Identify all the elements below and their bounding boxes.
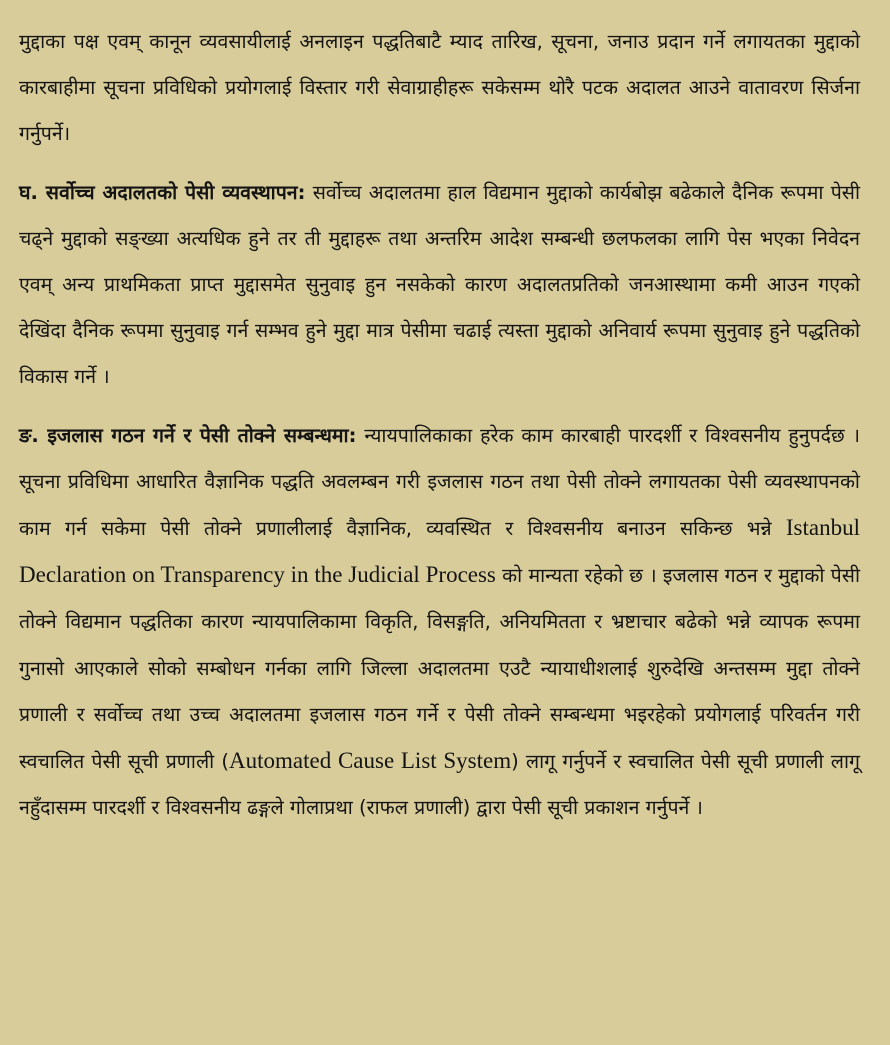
section-heading-gha: घ. सर्वोच्च अदालतको पेसी व्यवस्थापन: <box>19 180 306 204</box>
automated-cause-list-term: Automated Cause List System <box>229 748 512 774</box>
paragraph-bench-text-2: को मान्यता रहेको छ । इजलास गठन र मुद्दाको पेसी तोक्ने विद्यमान पद्धतिका कारण न्यायपालिकामा विकृति, विसङ्गति, अनियमितता र भ्रष्टाचार बढेको भन्ने व्यापक रूपमा गुनासो आएकाले सोको सम्बोधन गर्नका लागि जिल्ला अदालतमा एउटै न्यायाधीशलाई शुरुदेखि अन्तसम्म मुद्दा तोक्ने प्रणाली र सर्वोच्च तथा उच्च अदालतमा इजलास गठन गर्ने र पेसी तोक्ने सम्बन्धमा भइरहेको प्रयोगलाई परिवर्तन गरी स्वचालित पेसी सूची प्रणाली ( <box>19 564 860 774</box>
paragraph-supreme-court-text: सर्वोच्च अदालतमा हाल विद्यमान मुद्दाको कार्यबोझ बढेकाले दैनिक रूपमा पेसी चढ्ने मुद्दाको सङ्ख्या अत्यधिक हुने तर ती मुद्दाहरू तथा अन्तरिम आदेश सम्बन्धी छलफलका लागि पेस भएका निवेदन एवम् अन्य प्राथमिकता प्राप्त मुद्दासमेत सुनुवाइ हुन नसकेको कारण अदालतप्रतिको जनआस्थामा कमी आउन गएको देखिंदा दैनिक रूपमा सुनुवाइ गर्न सम्भव हुने मुद्दा मात्र पेसीमा चढाई त्यस्ता मुद्दाको अनिवार्य रूपमा सुनुवाइ हुने पद्धतिको विकास गर्ने । <box>19 180 860 389</box>
paragraph-bench-formation <box>19 413 860 832</box>
istanbul-declaration-title: Istanbul Declaration on Transparency in the Judicial Process <box>19 515 860 588</box>
paragraph-intro-text: मुद्दाका पक्ष एवम् कानून व्यवसायीलाई अनलाइन पद्धतिबाटै म्याद तारिख, सूचना, जनाउ प्रदान गर्ने लगायतका मुद्दाको कारबाहीमा सूचना प्रविधिको प्रयोगलाई विस्तार गरी सेवाग्राहीहरू सकेसम्म थोरै पटक अदालत आउने वातावरण सिर्जना गर्नुपर्ने। <box>19 30 860 146</box>
paragraph-bench-text-1: न्यायपालिकाका हरेक काम कारबाही पारदर्शी र विश्वसनीय हुनुपर्दछ । सूचना प्रविधिमा आधारित वैज्ञानिक पद्धति अवलम्बन गरी इजलास गठन तथा पेसी तोक्ने लगायतका पेसी व्यवस्थापनको काम गर्न सकेमा पेसी तोक्ने प्रणालीलाई वैज्ञानिक, व्यवस्थित र विश्वसनीय बनाउन सकिन्छ भन्ने <box>19 423 861 541</box>
section-heading-nga: ङ. इजलास गठन गर्ने र पेसी तोक्ने सम्बन्धमा: <box>19 423 357 447</box>
paragraph-supreme-court-cause-list <box>19 170 860 401</box>
paragraph-intro <box>19 19 860 158</box>
paragraph-bench-text-3: ) लागू गर्नुपर्ने र स्वचालित पेसी सूची प्रणाली लागू नहुँदासम्म पारदर्शी र विश्वसनीय ढङ्गले गोलाप्रथा (राफल प्रणाली) द्वारा पेसी सूची प्रकाशन गर्नुपर्ने । <box>19 750 861 820</box>
